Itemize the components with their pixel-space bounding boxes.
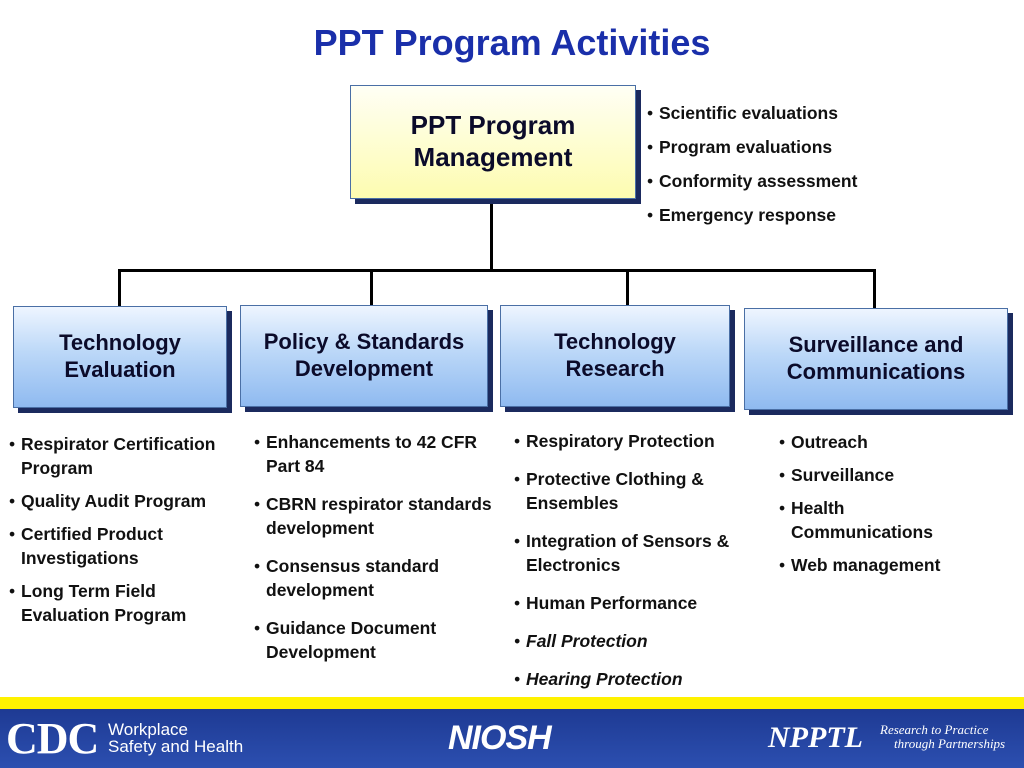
workplace-label: Workplace (108, 720, 188, 739)
connector-drop-1 (118, 269, 121, 306)
management-box (350, 85, 636, 199)
npptl-tagline (880, 723, 1005, 751)
connector-horizontal (118, 269, 875, 272)
branch-label: Surveillance and Communications (786, 332, 966, 384)
policy-standards-box (240, 305, 488, 407)
list-item: • Respiratory Protection (514, 429, 764, 453)
connector-drop-3 (626, 269, 629, 305)
npptl-logo: NPPTL (768, 721, 863, 754)
list-item: • Guidance Document Development (254, 616, 494, 664)
list-item: • Long Term Field Evaluation Program (9, 579, 237, 627)
surveillance-communications-box (744, 308, 1008, 410)
list-item: • Hearing Protection (514, 667, 764, 691)
list-item: • Quality Audit Program (9, 489, 237, 513)
branch-label: Policy & Standards Development (263, 329, 465, 381)
list-item: • Certified Product Investigations (9, 522, 237, 570)
list-item: • Health Communications (779, 496, 989, 544)
list-item: • Protective Clothing & Ensembles (514, 467, 764, 515)
safety-health-label: Safety and Health (108, 737, 244, 756)
tagline-line-1: Research to Practice (880, 722, 989, 737)
list-item: • Consensus standard development (254, 554, 494, 602)
branch-label: Technology Research (554, 329, 676, 381)
list-item: • Enhancements to 42 CFR Part 84 (254, 430, 494, 478)
niosh-logo: NIOSH (448, 719, 551, 757)
management-bullet: • Scientific evaluations (647, 96, 907, 130)
management-bullet: • Emergency response (647, 198, 907, 232)
cdc-logo: CDC (6, 714, 99, 763)
management-bullets (647, 96, 907, 232)
connector-drop-2 (370, 269, 373, 305)
list-item: • Fall Protection (514, 629, 764, 653)
list-item: • Outreach (779, 430, 989, 454)
list-item: • Surveillance (779, 463, 989, 487)
list-item: • Web management (779, 553, 989, 577)
connector-trunk (490, 200, 493, 270)
footer-yellow-stripe (0, 697, 1024, 709)
branch-label: Technology Evaluation (59, 330, 181, 382)
tagline-line-2: through Partnerships (894, 736, 1006, 751)
footer-banner (0, 709, 1024, 768)
management-bullet: • Program evaluations (647, 130, 907, 164)
list-item: • Respirator Certification Program (9, 432, 237, 480)
technology-research-bullets (514, 429, 764, 691)
list-item: • Human Performance (514, 591, 764, 615)
technology-evaluation-bullets (9, 432, 237, 627)
workplace-safety-text (108, 721, 243, 755)
list-item: • Integration of Sensors & Electronics (514, 529, 764, 577)
slide-title: PPT Program Activities (313, 22, 711, 63)
management-label: PPT Program Management (410, 110, 576, 172)
connector-drop-4 (873, 269, 876, 308)
management-bullet: • Conformity assessment (647, 164, 907, 198)
technology-evaluation-box (13, 306, 227, 408)
policy-standards-bullets (254, 430, 494, 664)
surveillance-communications-bullets (779, 430, 989, 577)
technology-research-box (500, 305, 730, 407)
list-item: • CBRN respirator standards development (254, 492, 494, 540)
